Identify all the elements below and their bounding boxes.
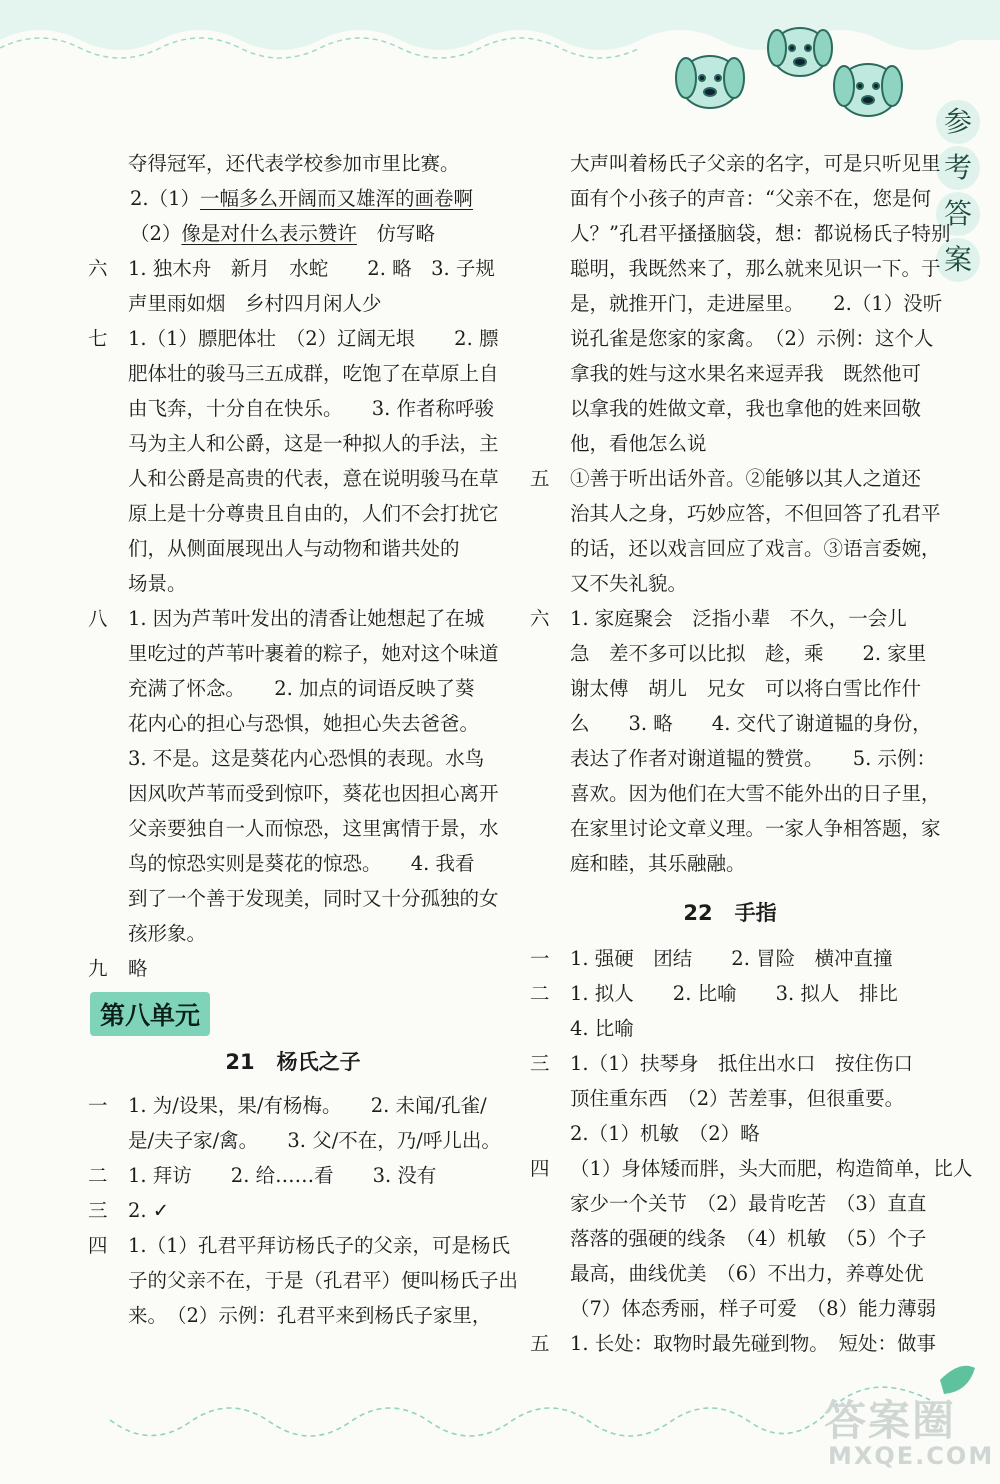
answer-line: 人？”孔君平搔搔脑袋，想：都说杨氏子特别 (570, 222, 951, 245)
answer-line: 的话，还以戏言回应了戏言。③语言委婉， (570, 537, 941, 560)
answer-line: 来。 （2）示例：孔君平来到杨氏子家里， (128, 1304, 492, 1327)
answer-line: 2.（1）一幅多么开阔而又雄浑的画卷啊 (130, 187, 474, 210)
question-number: 二 (88, 1164, 108, 1187)
question-number: 五 (530, 467, 550, 490)
answer-line: 又不失礼貌。 (570, 572, 688, 595)
side-tab-char: 答 (936, 192, 980, 236)
answer-line: 家少一个关节 （2）最肯吃苦 （3）直直 (570, 1192, 927, 1215)
lesson-title: 21 杨氏之子 (225, 1050, 361, 1074)
answer-line: 4. 比喻 (570, 1017, 634, 1040)
answer-line: 一 1. 强硬 团结 2. 冒险 横冲直撞 (530, 941, 930, 976)
answer-line: 在家里讨论文章义理。一家人争相答题，家 (570, 817, 941, 840)
unit-title: 第八单元 (90, 992, 210, 1036)
answer-line: 三 1.（1）扶琴身 抵住出水口 按住伤口 (530, 1046, 930, 1081)
answer-line: 花内心的担心与恐惧，她担心失去爸爸。 (128, 712, 480, 735)
answer-line: 3. 不是。这是葵花内心恐惧的表现。水鸟 (128, 747, 485, 770)
answer-line: 以拿我的姓做文章，我也拿他的姓来回敬 (570, 397, 922, 420)
answer-key-tab (936, 100, 992, 284)
puppy-icon (676, 28, 902, 116)
answer-line: 九 略 (88, 951, 498, 986)
question-number: 七 (88, 327, 108, 350)
answer-line: 喜欢。因为他们在大雪不能外出的日子里， (570, 782, 941, 805)
answer-line: 六 1. 家庭聚会 泛指小辈 不久，一会儿 (530, 601, 930, 636)
answer-line: 他，看他怎么说 (570, 432, 707, 455)
question-number: 八 (88, 607, 108, 630)
lesson-title: 22 手指 (683, 901, 777, 925)
answer-line: 们，从侧面展现出人与动物和谐共处的 (128, 537, 460, 560)
answer-line: 四 1.（1）孔君平拜访杨氏子的父亲，可是杨氏 (88, 1228, 498, 1263)
answer-line: 大声叫着杨氏子父亲的名字，可是只听见里 (570, 152, 941, 175)
answer-line: 说孔雀是您家的家禽。 （2）示例：这个人 (570, 327, 934, 350)
answer-line: 里吃过的芦苇叶裹着的粽子，她对这个味道 (128, 642, 499, 665)
side-tab-char: 参 (936, 100, 980, 144)
question-number: 二 (530, 982, 550, 1005)
answer-line: 六 1. 独木舟 新月 水蛇 2. 略 3. 子规 (88, 251, 498, 286)
answer-line: 庭和睦，其乐融融。 (570, 852, 746, 875)
answer-line: 充满了怀念。 2. 加点的词语反映了葵 (128, 677, 475, 700)
answer-line: 2.（1）机敏 （2）略 (570, 1122, 760, 1145)
answer-line: 是，就推开门，走进屋里。 2.（1）没听 (570, 292, 943, 315)
answer-line: 五 1. 长处：取物时最先碰到物。 短处：做事 (530, 1326, 930, 1361)
answer-line: 场景。 (128, 572, 187, 595)
answer-line: 声里雨如烟 乡村四月闲人少 (128, 292, 382, 315)
question-number: 六 (88, 257, 108, 280)
question-number: 一 (88, 1094, 108, 1117)
site-watermark: 答案圈 MXQE.COM (824, 1396, 995, 1470)
answer-line: 聪明，我既然来了，那么就来见识一下。于 (570, 257, 941, 280)
answer-line: 五 ①善于听出话外音。②能够以其人之道还 (530, 461, 930, 496)
answer-line: 人和公爵是高贵的代表，意在说明骏马在草 (128, 467, 499, 490)
answer-line: 原上是十分尊贵且自由的，人们不会打扰它 (128, 502, 499, 525)
answer-line: 面有个小孩子的声音：“父亲不在，您是何 (570, 187, 931, 210)
side-tab-char: 案 (936, 238, 980, 282)
answer-line: 一 1. 为/设果，果/有杨梅。 2. 未闻/孔雀/ (88, 1088, 498, 1123)
answer-line: 最高，曲线优美 （6）不出力，养尊处优 (570, 1262, 924, 1285)
answer-line: 七 1.（1）膘肥体壮 （2）辽阔无垠 2. 膘 (88, 321, 498, 356)
answer-line: 三 2. ✓ (88, 1193, 498, 1228)
question-number: 四 (88, 1234, 108, 1257)
question-number: 三 (530, 1052, 550, 1075)
answer-line: （2）像是对什么表示赞许 仿写略 (130, 222, 435, 245)
side-tab-char: 考 (936, 146, 980, 190)
answer-line: 顶住重东西 （2）苦差事，但很重要。 (570, 1087, 905, 1110)
answer-line: 二 1. 拟人 2. 比喻 3. 拟人 排比 (530, 976, 930, 1011)
right-column (530, 146, 973, 1361)
answer-line: 到了一个善于发现美，同时又十分孤独的女 (128, 887, 499, 910)
answer-line: 子的父亲不在，于是（孔君平）便叫杨氏子出 (128, 1269, 519, 1292)
answer-line: 落落的强硬的线条 （4）机敏 （5）个子 (570, 1227, 927, 1250)
question-number: 四 (530, 1157, 550, 1180)
answer-line: 拿我的姓与这水果名来逗弄我 既然他可 (570, 362, 922, 385)
unit-heading (88, 986, 498, 1036)
answer-line: 治其人之身，巧妙应答，不但回答了孔君平 (570, 502, 941, 525)
answer-line: （7）体态秀丽，样子可爱 （8）能力薄弱 (570, 1297, 937, 1320)
answer-line: 父亲要独自一人而惊恐，这里寓情于景，水 (128, 817, 499, 840)
question-number: 三 (88, 1199, 108, 1222)
answer-line: 表达了作者对谢道韫的赞赏。 5. 示例： (570, 747, 937, 770)
answer-line: 急 差不多可以比拟 趁，乘 2. 家里 (570, 642, 927, 665)
answer-line: 二 1. 拜访 2. 给……看 3. 没有 (88, 1158, 498, 1193)
answer-line: 八 1. 因为芦苇叶发出的清香让她想起了在城 (88, 601, 498, 636)
answer-line: 因风吹芦苇而受到惊吓，葵花也因担心离开 (128, 782, 499, 805)
answer-line: 肥体壮的骏马三五成群，吃饱了在草原上自 (128, 362, 499, 385)
answer-line: 么 3. 略 4. 交代了谢道韫的身份， (570, 712, 932, 735)
question-number: 九 (88, 957, 108, 980)
question-number: 六 (530, 607, 550, 630)
answer-line: 谢太傅 胡儿 兄女 可以将白雪比作什 (570, 677, 922, 700)
answer-line: 四 （1）身体矮而胖，头大而肥，构造简单，比人 (530, 1151, 930, 1186)
answer-line: 由飞奔，十分自在快乐。 3. 作者称呼骏 (128, 397, 495, 420)
answer-line: 是/夫子家/禽。 3. 父/不在，乃/呼儿出。 (128, 1129, 501, 1152)
answer-line: 夺得冠军，还代表学校参加市里比赛。 (128, 152, 460, 175)
answer-line: 马为主人和公爵，这是一种拟人的手法，主 (128, 432, 499, 455)
left-column (88, 146, 519, 1333)
answer-line: 孩形象。 (128, 922, 207, 945)
answer-line: 鸟的惊恐实则是葵花的惊恐。 4. 我看 (128, 852, 475, 875)
header-decoration (0, 0, 1000, 140)
question-number: 五 (530, 1332, 550, 1355)
question-number: 一 (530, 947, 550, 970)
